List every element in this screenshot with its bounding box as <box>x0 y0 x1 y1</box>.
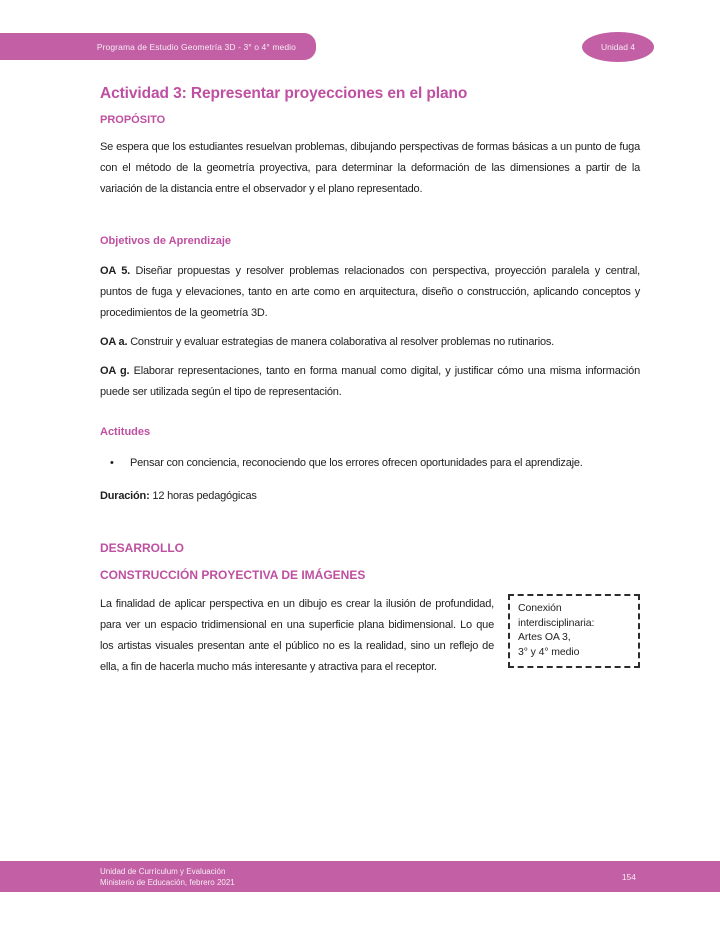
oa-item-a-label: OA a. <box>100 336 128 348</box>
actitudes-heading: Actitudes <box>100 426 151 438</box>
activity-title: Actividad 3: Representar proyecciones en el plano <box>100 85 468 102</box>
duracion-label: Duración: <box>100 490 150 502</box>
program-header-label: Programa de Estudio Geometría 3D - 3° o 4° medio <box>96 41 296 52</box>
construccion-heading: CONSTRUCCIÓN PROYECTIVA DE IMÁGENES <box>100 568 366 582</box>
duracion-line <box>100 486 640 507</box>
actitudes-bullet-text: Pensar con conciencia, reconociendo que los errores ofrecen oportunidades para el aprendizaje. <box>130 457 583 469</box>
conexion-interdisciplinaria-box <box>508 594 640 668</box>
proposito-heading: PROPÓSITO <box>100 114 166 126</box>
bullet-icon: • <box>110 457 114 469</box>
oa-item-5-text: Diseñar propuestas y resolver problemas relacionados con perspectiva, proyección paralela y central, puntos de fuga y elevaciones, tanto en arte como en arquitectura, diseño o construcción, aplicando conceptos y procedimientos de la geometría 3D. <box>100 265 640 319</box>
oa-item-a-text: Construir y evaluar estrategias de manera colaborativa al resolver problemas no rutinarios. <box>130 336 555 348</box>
oa-item-g-label: OA g. <box>100 365 130 377</box>
unit-badge-label: Unidad 4 <box>600 42 636 52</box>
footer-line-1: Unidad de Currículum y Evaluación <box>100 866 226 876</box>
page-number: 154 <box>621 871 636 882</box>
oa-item-g-text: Elaborar representaciones, tanto en forma manual como digital, y justificar cómo una misma información puede ser utilizada según el tipo de representación. <box>100 365 641 398</box>
program-header-bar <box>0 33 316 60</box>
conexion-line-2: interdisciplinaria: <box>518 616 595 629</box>
desarrollo-row <box>100 594 640 678</box>
footer-credits <box>100 866 235 888</box>
proposito-paragraph: Se espera que los estudiantes resuelvan problemas, dibujando perspectivas de formas básicas a un punto de fuga con el método de la geometría proyectiva, para determinar la deformación de las dimensiones a partir de la variación de la distancia entre el observador y el plano representado. <box>100 141 640 195</box>
conexion-line-4: 3° y 4° medio <box>518 645 580 658</box>
actitudes-bullet-item <box>100 453 640 474</box>
oa-item-5 <box>100 261 640 324</box>
objetivos-heading: Objetivos de Aprendizaje <box>100 235 232 247</box>
desarrollo-heading: DESARROLLO <box>100 541 184 555</box>
conexion-line-1: Conexión <box>518 602 562 614</box>
unit-badge <box>582 32 654 62</box>
duracion-value: 12 horas pedagógicas <box>152 490 257 502</box>
footer-line-2: Ministerio de Educación, febrero 2021 <box>100 877 235 887</box>
footer-bar <box>0 861 720 892</box>
oa-item-g <box>100 361 640 403</box>
desarrollo-paragraph: La finalidad de aplicar perspectiva en un dibujo es crear la ilusión de profundidad, para ver un espacio tridimensional en una superficie plana bidimensional. Lo que los artistas visuales presentan ante el público no es la realidad, sino un reflejo de ella, a fin de hacerla mucho más interesante y atractiva para el receptor. <box>100 598 494 673</box>
oa-item-a <box>100 332 640 353</box>
page-content <box>100 84 640 678</box>
oa-item-5-label: OA 5. <box>100 265 130 277</box>
conexion-line-3: Artes OA 3, <box>518 631 571 643</box>
